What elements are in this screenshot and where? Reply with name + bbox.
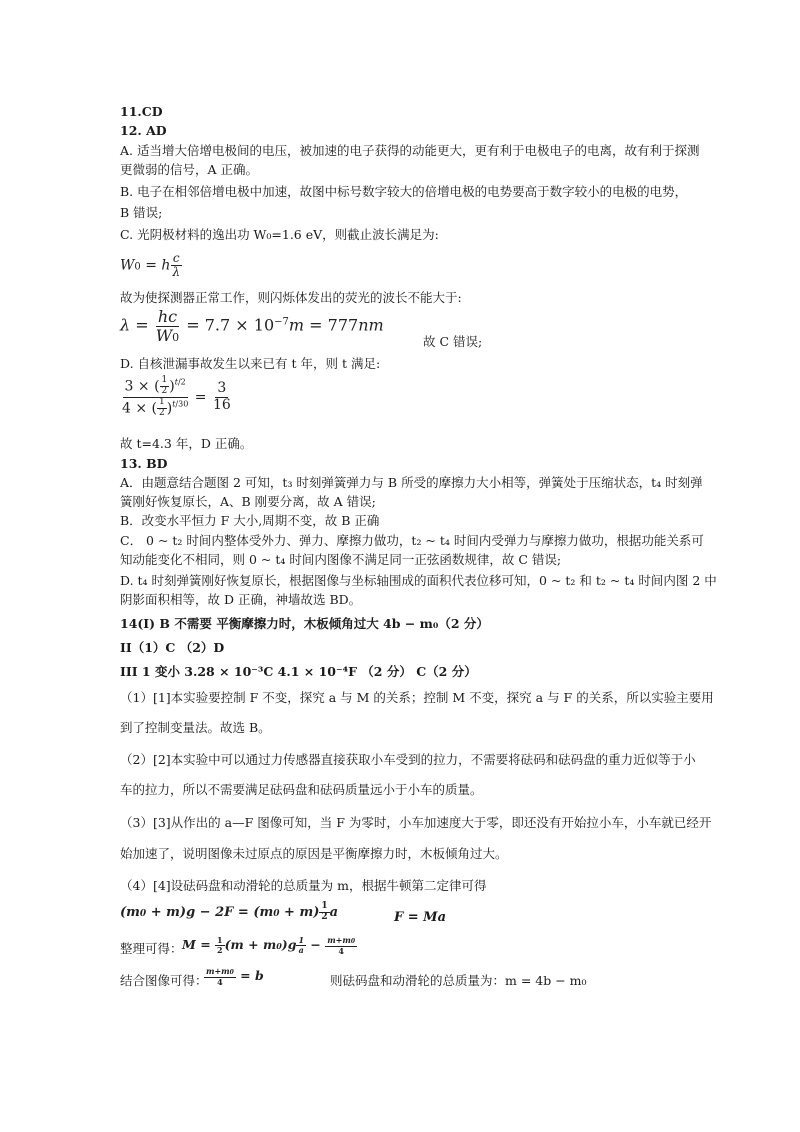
final-result: 则砝码盘和动滑轮的总质量为：m = 4b − m₀ <box>330 973 587 988</box>
equation-work-function: W0 = h $\frac{c}{\lambda}$ <box>120 251 181 280</box>
explanation-2-line2: 车的拉力，所以不需要满足砝码盘和砝码质量远小于小车的质量。 <box>120 782 483 797</box>
equation-graph-slope: $\frac{m+m0}{4}$ = b <box>206 966 264 987</box>
explanation-3-line1: （3）[3]从作出的 a—F 图像可知，当 F 为零时，小车加速度大于零，即还没有开始拉小车，小车就已经开 <box>120 815 712 830</box>
answer-13-c-line2: 知动能变化不相同，则 0 ~ t₄ 时间内图像不满足同一正弦函数规律，故 C 错误; <box>120 552 562 567</box>
answer-13-b: B．改变水平恒力 F 大小,周期不变，故 B 正确 <box>120 513 380 528</box>
answer-13-a-line2: 簧刚好恢复原长，A、B 刚要分离，故 A 错误; <box>120 494 376 509</box>
answer-11: 11.CD <box>120 104 163 119</box>
answer-13-c-line1: C． 0 ~ t₂ 时间内整体受外力、弹力、摩擦力做功，t₂ ~ t₄ 时间内受弹力与摩擦力做功，根据功能关系可 <box>120 533 704 548</box>
answer-14-part3: III 1 变小 3.28 × 10⁻³C 4.1 × 10⁻⁴F （2 分） C（2 分） <box>120 664 477 679</box>
answer-12-a-line2: 更微弱的信号，A 正确。 <box>120 162 259 177</box>
equation-wavelength: λ = $\frac{hc}{W0}$ = $7.7 \times 10^{-7}m = 777nm$ <box>120 307 384 345</box>
equation-rearranged: M = $\frac{1}{2}$ (m + m0)g $\frac{1}{a}$ − $\frac{m+m0}{4}$ <box>182 935 356 956</box>
answer-12-b-line2: B 错误; <box>120 205 163 220</box>
equation-graph-label: 结合图像可得： <box>120 973 208 988</box>
equation-rearranged-label: 整理可得： <box>120 941 183 956</box>
answer-14-part2: II（1）C （2）D <box>120 640 225 655</box>
answer-13-d-line2: 阴影面积相等，故 D 正确，神墙故选 BD。 <box>120 592 362 607</box>
equation-newton-second-law: (m0 + m)g − 2F = (m0 + m) $\frac{1}{2}$ a <box>120 901 339 922</box>
explanation-1-line1: （1）[1]本实验要控制 F 不变，探究 a 与 M 的关系；控制 M 不变，探究 a 与 F 的关系，所以实验主要用 <box>120 690 714 705</box>
explanation-1-line2: 到了控制变量法。故选 B。 <box>120 720 271 735</box>
equation-f-equals-ma: F = Ma <box>394 910 446 925</box>
answer-13-header: 13. BD <box>120 456 168 471</box>
explanation-3-line2: 始加速了，说明图像未过原点的原因是平衡摩擦力时，木板倾角过大。 <box>120 846 508 861</box>
equation-decay: 3 × ( $\frac{1}{2}$ )$^{t/2}$ 4 × ( $\frac{1}{2}$ )$^{t/30}$ = $\frac{3}{16}$ <box>122 375 231 418</box>
explanation-2-line1: （2）[2]本实验中可以通过力传感器直接获取小车受到的拉力，不需要将砝码和砝码盘的重力近似等于小 <box>120 752 696 767</box>
answer-12-c-line2: 故为使探测器正常工作，则闪烁体发出的荧光的波长不能大于: <box>120 290 462 305</box>
answer-13-a-line1: A．由题意结合题图 2 可知，t₃ 时刻弹簧弹力与 B 所受的摩擦力大小相等，弹簧处于压缩状态，t₄ 时刻弹 <box>120 475 703 490</box>
answer-12-c-line3: 故 C 错误; <box>423 334 483 349</box>
answer-12-d-line1: D. 自核泄漏事故发生以来已有 t 年，则 t 满足: <box>120 356 381 371</box>
answer-12-header: 12. AD <box>120 123 167 138</box>
explanation-4-line1: （4）[4]设砝码盘和动滑轮的总质量为 m，根据牛顿第二定律可得 <box>120 878 487 893</box>
answer-12-b-line1: B. 电子在相邻倍增电极中加速，故图中标号数字较大的倍增电极的电势要高于数字较小的电极的电势， <box>120 184 688 199</box>
answer-14-part1: 14(I) B 不需要 平衡摩擦力时，木板倾角过大 4b − m₀（2 分） <box>120 616 489 631</box>
answer-12-a-line1: A. 适当增大倍增电极间的电压，被加速的电子获得的动能更大，更有利于电极电子的电离，故有利于探测 <box>120 143 700 158</box>
answer-13-d-line1: D. t₄ 时刻弹簧刚好恢复原长，根据图像与坐标轴围成的面积代表位移可知，0 ~ t₂ 和 t₂ ~ t₄ 时间内图 2 中 <box>120 573 717 588</box>
answer-12-c-line1: C. 光阴极材料的逸出功 W₀=1.6 eV，则截止波长满足为: <box>120 227 439 242</box>
answer-12-d-line2: 故 t=4.3 年，D 正确。 <box>120 436 253 451</box>
